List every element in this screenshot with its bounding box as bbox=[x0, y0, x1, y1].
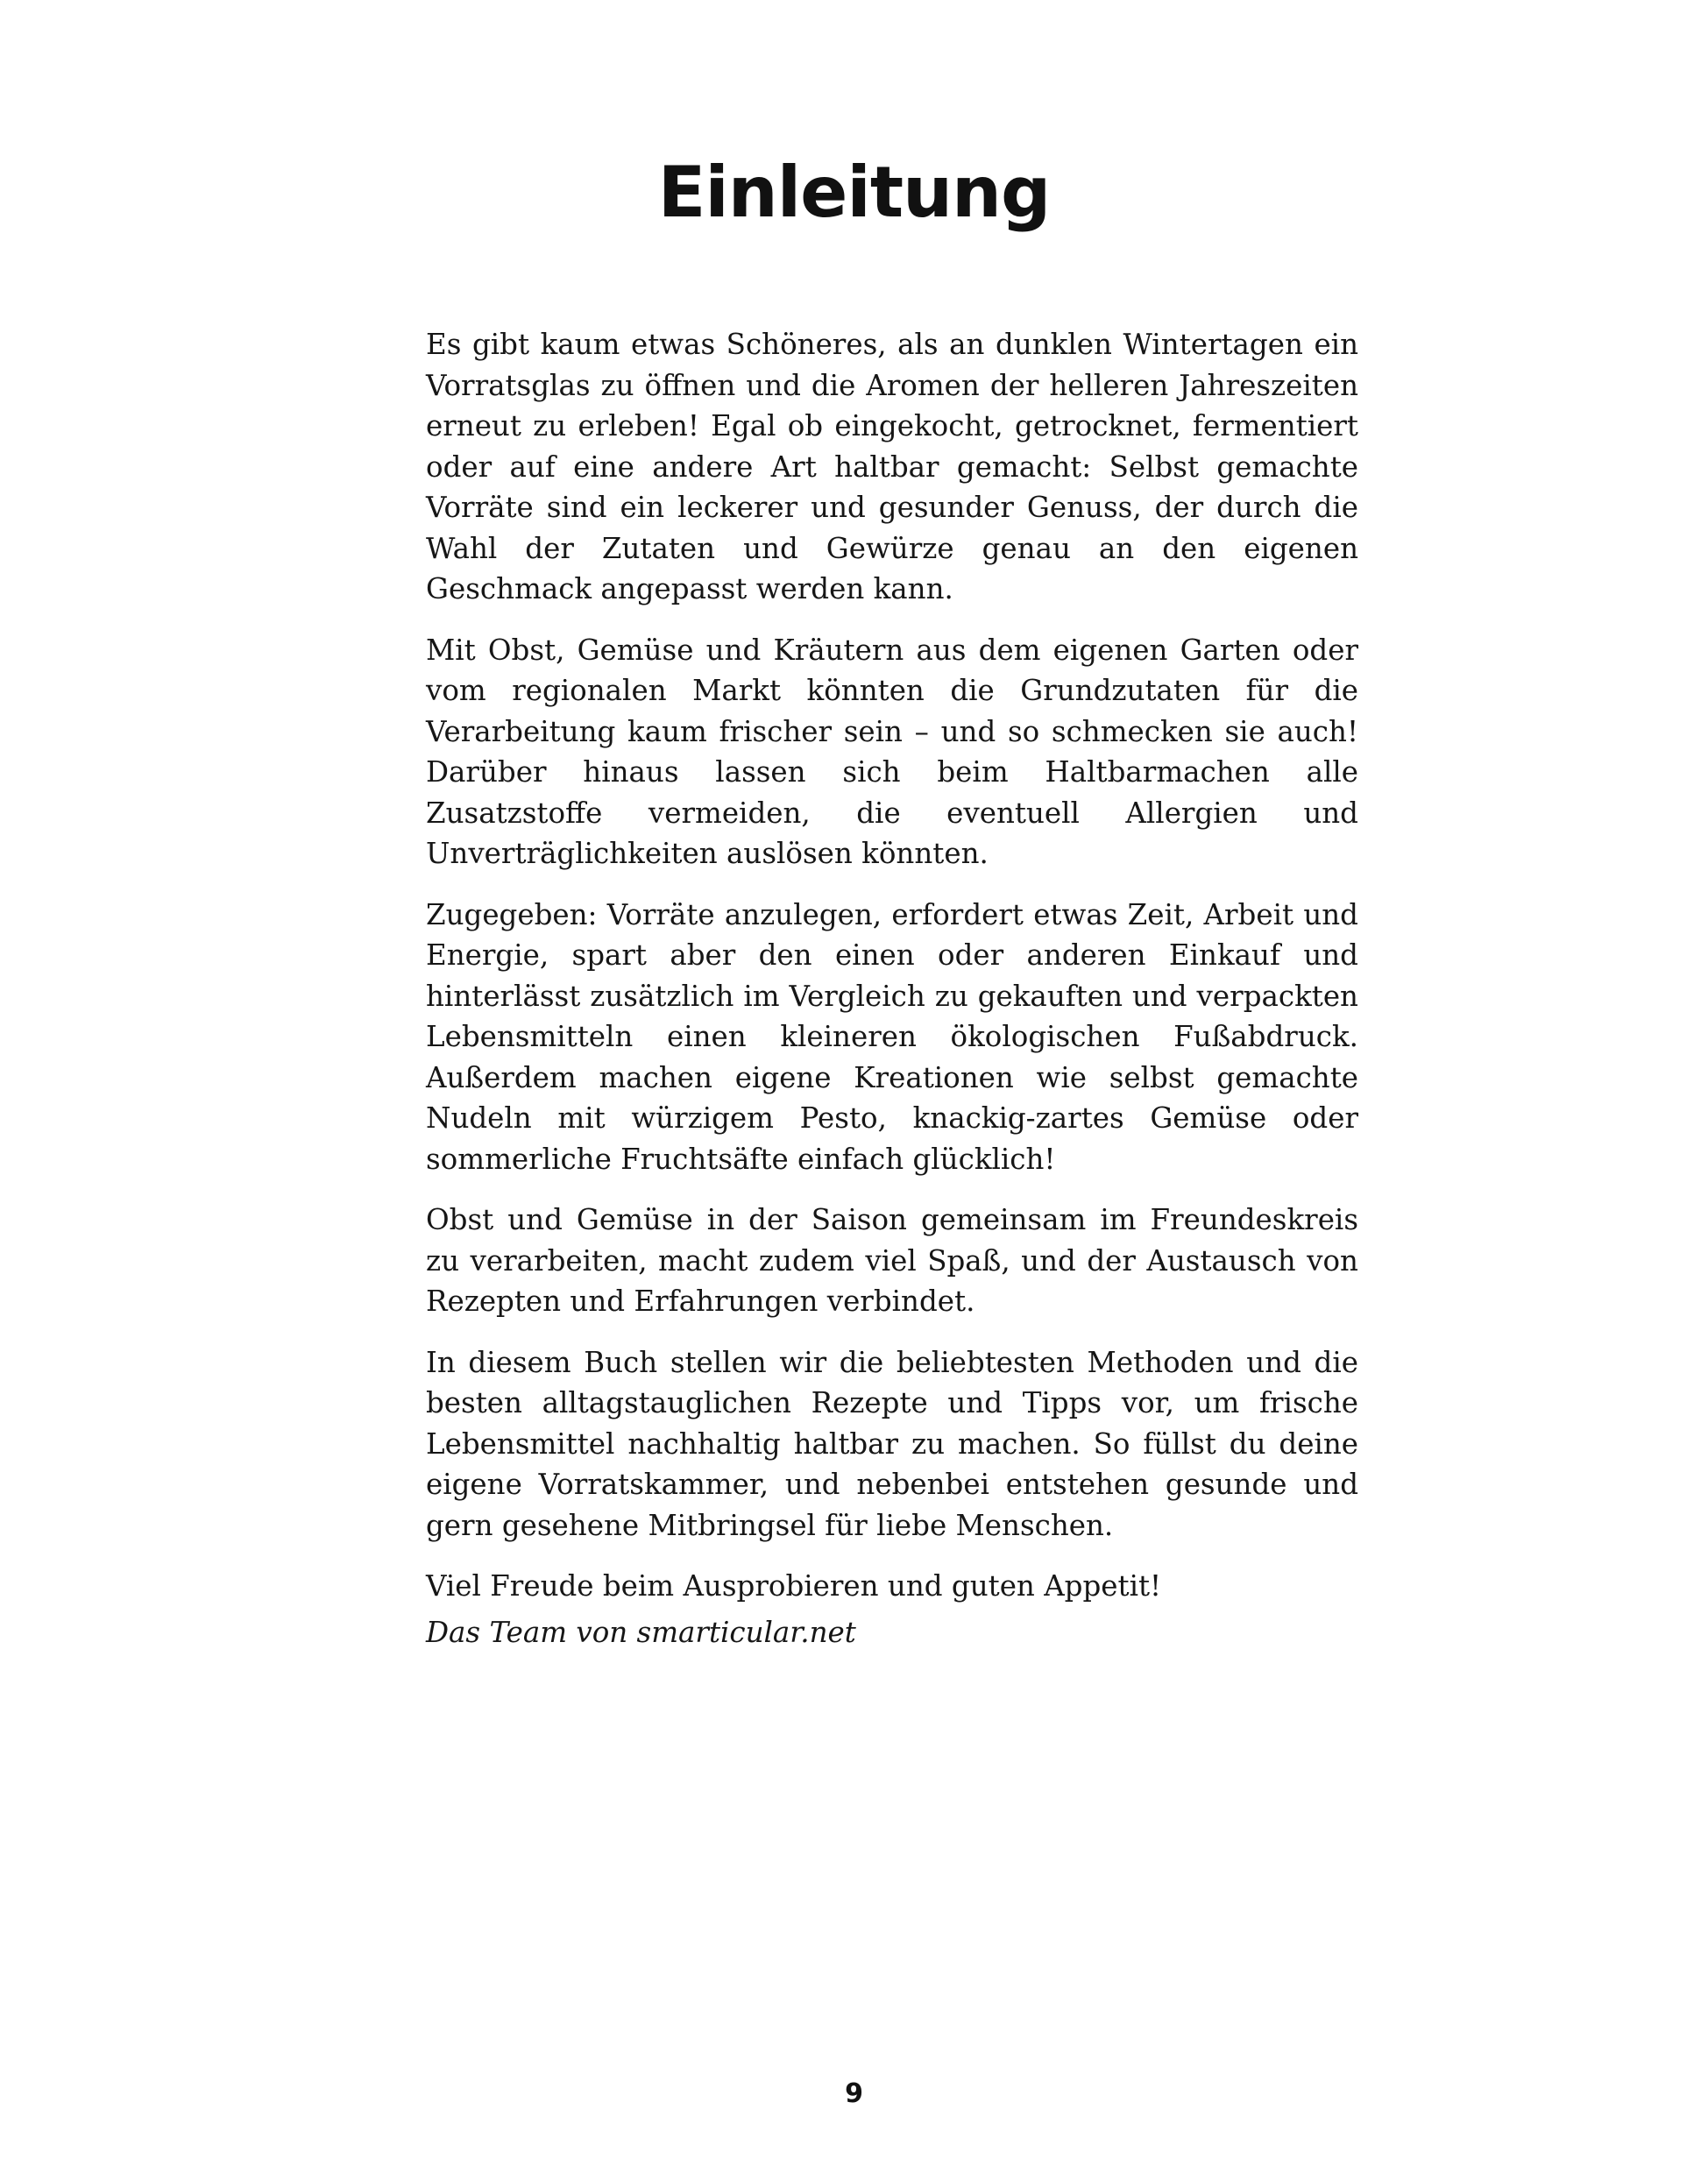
page-title: Einleitung bbox=[657, 152, 1051, 233]
paragraph: Mit Obst, Gemüse und Kräutern aus dem eigenen Garten oder vom regionalen Markt könnten die Grundzutaten für die Verarbeitung kaum frischer sein – und so schmecken sie auch! Darüber hinaus lassen sich beim Haltbarmachen alle Zusatzstoffe vermeiden, die eventuell Allergien und Unverträglichkeiten auslösen könnten. bbox=[426, 633, 1358, 870]
page-number: 9 bbox=[845, 2078, 863, 2109]
paragraph: Viel Freude beim Ausprobieren und guten Appetit! bbox=[426, 1569, 1162, 1603]
signature: Das Team von smarticular.net bbox=[426, 1616, 856, 1649]
body-text bbox=[426, 324, 1358, 1627]
paragraph: Zugegeben: Vorräte anzulegen, erfordert etwas Zeit, Arbeit und Energie, spart aber den einen oder anderen Einkauf und hinterlässt zusätzlich im Vergleich zu gekauften und verpackten Lebensmitteln einen kleineren ökologischen Fußabdruck. Außerdem machen eigene Kreationen wie selbst gemachte Nudeln mit würzigem Pesto, knackig-zartes Gemüse oder sommerliche Fruchtsäfte einfach glücklich! bbox=[426, 897, 1358, 1176]
paragraph: In diesem Buch stellen wir die beliebtesten Methoden und die besten alltagstauglichen Rezepte und Tipps vor, um frische Lebensmittel nachhaltig haltbar zu machen. So füllst du deine eigene Vorratskammer, und nebenbei entstehen gesunde und gern gesehene Mitbringsel für liebe Menschen. bbox=[426, 1345, 1358, 1542]
paragraph: Obst und Gemüse in der Saison gemeinsam im Freundeskreis zu verarbeiten, macht zudem viel Spaß, und der Austausch von Rezepten und Erfahrungen verbindet. bbox=[426, 1203, 1358, 1318]
paragraph: Es gibt kaum etwas Schöneres, als an dunklen Wintertagen ein Vorratsglas zu öffnen und die Aromen der helleren Jahreszeiten erneut zu erleben! Egal ob eingekocht, getrocknet, fermentiert oder auf eine andere Art haltbar gemacht: Selbst gemachte Vorräte sind ein leckerer und gesunder Genuss, der durch die Wahl der Zutaten und Gewürze genau an den eigenen Geschmack angepasst werden kann. bbox=[426, 328, 1358, 605]
